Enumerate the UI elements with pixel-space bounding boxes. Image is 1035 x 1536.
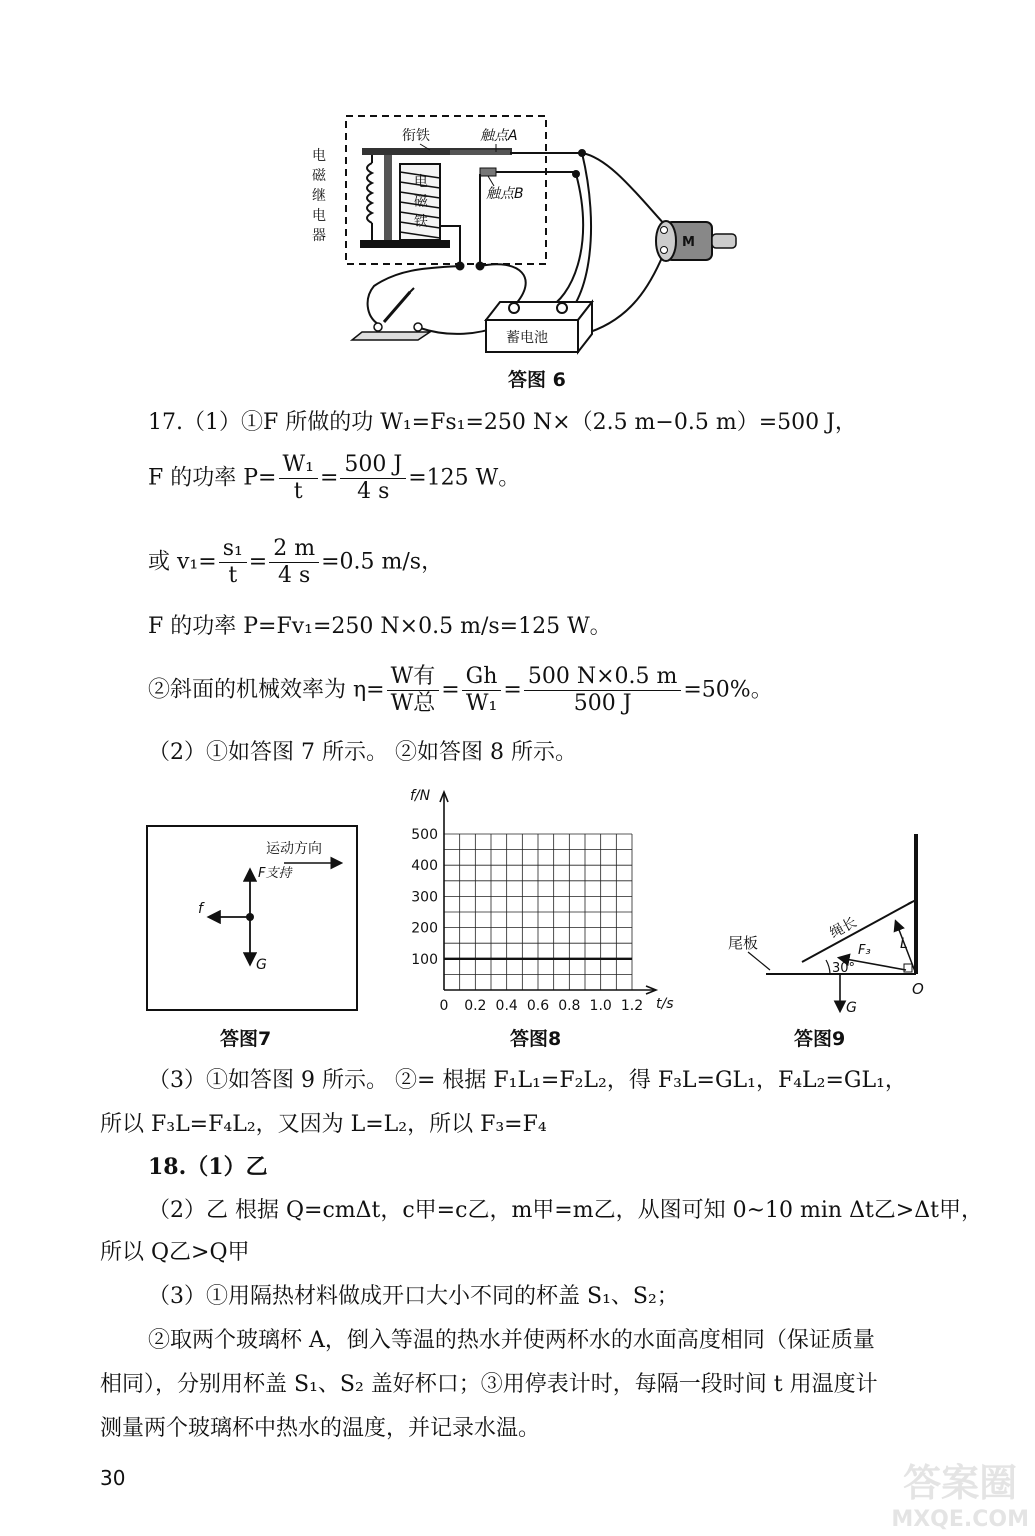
watermark-logo: 答案圈 (903, 1461, 1018, 1505)
figure-7-caption: 答图7 (220, 1028, 272, 1050)
G-label-9: G (846, 1000, 857, 1016)
page-number: 30 (100, 1466, 126, 1490)
contact-a-label: 触点A (480, 128, 518, 144)
friction-label: f (198, 901, 203, 917)
O-label: O (912, 980, 924, 998)
y-tick-label: 200 (411, 920, 438, 937)
L-label: L (900, 936, 908, 952)
battery-label: 蓄电池 (506, 330, 548, 346)
x-tick-label: 0.6 (526, 998, 550, 1014)
x-axis-label: t/s (656, 996, 674, 1012)
contact-b-label: 触点B (486, 186, 524, 202)
q18-line2: （2）乙 根据 Q=cmΔt，c甲=c乙，m甲=m乙，从图可知 0~10 min Δt乙>Δt甲， (148, 1198, 983, 1223)
motor-label: M (682, 235, 695, 250)
q18-line5: ②取两个玻璃杯 A，倒入等温的热水并使两杯水的水面高度相同（保证质量 (148, 1328, 875, 1353)
q18-line1: 18.（1）乙 (148, 1154, 268, 1180)
q17-line2: F 的功率 P= $\frac{\text{W₁}}{t}$ = $\frac{500 J}{4 s}$ =125 W。 (148, 452, 521, 504)
direction-label: 运动方向 (266, 841, 322, 857)
figure-9-caption: 答图9 (794, 1028, 846, 1050)
contact-b (480, 168, 496, 176)
spring (367, 163, 372, 223)
gravity-label: G (256, 957, 267, 973)
y-tick-label: 100 (411, 951, 438, 968)
battery (486, 302, 592, 352)
motor (656, 221, 736, 261)
q18-line7: 测量两个玻璃杯中热水的温度，并记录水温。 (100, 1416, 541, 1441)
rope (802, 902, 912, 962)
q17-line7: （3）①如答图 9 所示。 ②= 根据 F₁L₁=F₂L₂，得 F₃L=GL₁，F₄L₂=GL₁， (148, 1068, 907, 1093)
figure-6-caption: 答图 6 (508, 369, 566, 391)
q18-line6: 相同），分别用杯盖 S₁、S₂ 盖好杯口；③用停表计时，每隔一段时间 t 用温度计 (100, 1372, 878, 1397)
x-tick-label: 0 (439, 998, 449, 1014)
watermark (891, 1452, 1029, 1532)
figure-9-lever (720, 830, 940, 1020)
figure-6-circuit (300, 108, 780, 360)
q17-line3: 或 v₁= $\frac{\text{s₁}}{t}$ = $\frac{2 m}{4 s}$ =0.5 m/s， (148, 536, 444, 588)
y-tick-label: 500 (411, 827, 438, 843)
y-tick-label: 300 (411, 889, 438, 906)
q18-line4: （3）①用隔热材料做成开口大小不同的杯盖 S₁、S₂； (148, 1284, 679, 1309)
x-tick-label: 1.0 (589, 998, 612, 1014)
support-force-label: F支持 (258, 866, 292, 881)
figure-7-free-body (146, 825, 358, 1011)
q17-line1: 17.（1）①F 所做的功 W₁=Fs₁=250 N×（2.5 m−0.5 m）=500 J， (148, 410, 857, 435)
relay-base (360, 240, 450, 248)
q17-line4: F 的功率 P=Fv₁=250 N×0.5 m/s=125 W。 (148, 614, 612, 639)
figure-8-chart (400, 780, 690, 1020)
x-tick-label: 0.8 (558, 998, 581, 1014)
y-tick-label: 400 (411, 858, 438, 875)
q18-line3: 所以 Q乙>Q甲 (100, 1240, 250, 1265)
f3-label: F₃ (858, 943, 871, 958)
armature-label: 衔铁 (402, 128, 430, 144)
figure-8-caption: 答图8 (510, 1028, 562, 1050)
angle-label: 30° (832, 961, 856, 976)
q17-line6: （2）①如答图 7 所示。 ②如答图 8 所示。 (148, 740, 577, 765)
y-axis-label: f/N (410, 788, 431, 804)
q17-line5: ②斜面的机械效率为 η= $\frac{\text{W有}}{\text{W总}}$ = $\frac{Gh}{\text{W₁}}$ = $\frac{500 N\times 0.5 m}{500 J}$ =50%。 (148, 664, 773, 716)
contact-a (450, 150, 510, 155)
relay-label: 电磁继电器 (312, 148, 326, 244)
tailboard-label: 尾板 (728, 934, 759, 952)
watermark-url: MXQE.COM (891, 1507, 1029, 1532)
switch (352, 288, 430, 340)
rope-label: 绳长 (827, 914, 860, 942)
q17-line8: 所以 F₃L=F₄L₂，又因为 L=L₂，所以 F₃=F₄ (100, 1112, 547, 1137)
x-tick-label: 0.2 (464, 998, 487, 1014)
electromagnet-label: 电磁铁 (414, 174, 428, 230)
x-tick-label: 0.4 (495, 998, 518, 1014)
x-tick-label: 1.2 (620, 998, 644, 1014)
